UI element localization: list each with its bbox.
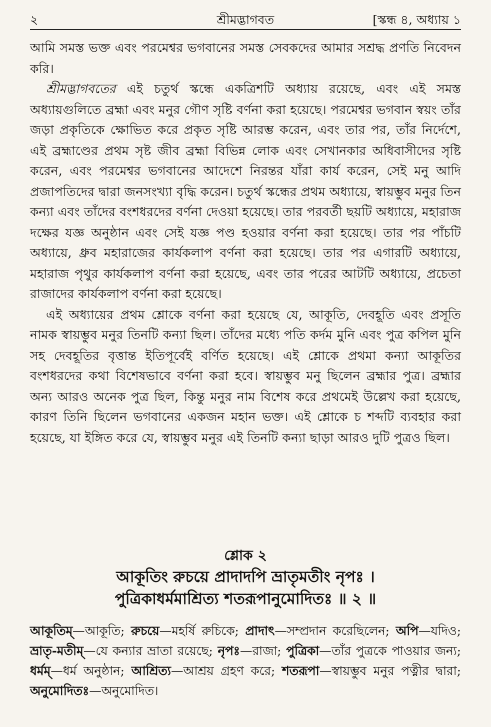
synonym-meaning: —ধর্ম অনুষ্ঠান;	[50, 664, 132, 678]
synonym-term: আশ্রিত্য	[131, 663, 171, 678]
synonym-meaning: —অনুমোদিত।	[89, 684, 159, 698]
synonym-term: ধর্মম্	[30, 663, 51, 678]
page-header	[30, 8, 461, 30]
synonym-meaning: —যদিও;	[418, 624, 461, 638]
synonym-term: ভ্রাতৃ-মতীম্	[30, 643, 84, 658]
book-name-italic: শ্রীমদ্ভাগবতের	[46, 81, 116, 96]
paragraph-1: আমি সমস্ত ভক্ত এবং পরমেশ্বর ভগবানের সমস্ত সেবকদের আমার সশ্রদ্ধ প্রণতি নিবেদন করি।	[30, 40, 461, 76]
paragraph-2	[30, 79, 461, 305]
synonym-term: অপি	[395, 623, 419, 638]
chapter-reference: [স্কন্ধ ৪, অধ্যায় ১	[372, 12, 461, 27]
synonym-term: রুচয়ে	[131, 623, 160, 638]
paragraph-2-text: এই চতুর্থ স্কন্ধে একত্রিশটি অধ্যায় রয়েছে, এবং এই সমস্ত অধ্যায়গুলিতে ব্রহ্মা এবং মনুর গৌণ সৃষ্টি বর্ণনা করা হয়েছে। পরমেশ্বর ভগবান স্বয়ং তাঁর জড়া প্রকৃতিকে ক্ষোভিত করে প্রকৃত সৃষ্টি আরম্ভ করেন, এবং তার পর, তাঁর নির্দেশে, এই ব্রহ্মাণ্ডের প্রথম সৃষ্ট জীব ব্রহ্মা বিভিন্ন লোক এবং সেখানকার অধিবাসীদের সৃষ্টি করেন, এবং পরমেশ্বর ভগবানের আদেশে নিরন্তর যাঁরা কার্য করেন, সেই মনু আদি প্রজাপতিদের দ্বারা জনসংখ্যা বৃদ্ধি করেন। চতুর্থ স্কন্ধের প্রথম অধ্যায়ে, স্বায়ম্ভুব মনুর তিন কন্যা এবং তাঁদের বংশধরদের বর্ণনা দেওয়া হয়েছে। তার পরবর্তী ছয়টি অধ্যায়ে, মহারাজ দক্ষের যজ্ঞ অনুষ্ঠান এবং সেই যজ্ঞ পণ্ড হওয়ার বর্ণনা করা হয়েছে। তার পর পাঁচটি অধ্যায়ে, ধ্রুব মহারাজের কার্যকলাপ বর্ণনা করা হয়েছে। তার পর এগারটি অধ্যায়ে, মহারাজ পৃথুর কার্যকলাপ বর্ণনা করা হয়েছে, এবং তার পরের আটটি অধ্যায়ে, প্রচেতা রাজাদের কার্যকলাপ বর্ণনা করা হয়েছে।	[30, 81, 461, 301]
header-rule	[30, 29, 461, 30]
synonym-meaning: —যে কন্যার ভ্রাতা রয়েছে;	[83, 644, 218, 658]
synonym-term: নৃপঃ	[217, 643, 240, 658]
synonym-term: পুত্রিকা	[286, 643, 320, 658]
synonym-term: আকূতিম্	[30, 623, 73, 638]
page-number: ২	[30, 12, 39, 27]
shloka-heading: শ্লোক ২	[224, 548, 267, 564]
word-meanings	[30, 621, 461, 701]
running-title: শ্রীমদ্ভাগবত	[216, 12, 275, 27]
synonym-meaning: —আশ্রয় গ্রহণ করে;	[170, 664, 282, 678]
synonym-term: অনুমোদিতঃ	[30, 683, 90, 698]
synonym-term: শতরূপা	[281, 663, 320, 678]
synonym-meaning: —সম্প্রদান করেছিলেন;	[274, 624, 396, 638]
sanskrit-verse	[0, 566, 491, 610]
paragraph-3: এই অধ্যায়ের প্রথম শ্লোকে বর্ণনা করা হয়েছে যে, আকূতি, দেবহূতি এবং প্রসূতি নামক স্বায়ম্ভুব মনুর তিনটি কন্যা ছিল। তাঁদের মধ্যে পতি কর্দম মুনি এবং পুত্র কপিল মুনি সহ দেবহূতির বৃত্তান্ত ইতিপূর্বেই বর্ণিত হয়েছে। এই শ্লোকে প্রথমা কন্যা আকূতির বংশধরদের কথা বিশেষভাবে বর্ণনা করা হবে। স্বায়ম্ভুব মনু ছিলেন ব্রহ্মার পুত্র। ব্রহ্মার অন্য আরও অনেক পুত্র ছিল, কিন্তু মনুর নাম বিশেষ করে প্রথমেই উল্লেখ করা হয়েছে, কারণ তিনি ছিলেন ভগবানের একজন মহান ভক্ত। এই শ্লোকে চ শব্দটি ব্যবহার করা হয়েছে, যা ইঙ্গিত করে যে, স্বায়ম্ভুব মনুর এই তিনটি কন্যা ছাড়া আরও দুটি পুত্রও ছিল।	[30, 306, 461, 445]
synonym-meaning: —তাঁর পুত্রকে পাওয়ার জন্য;	[319, 644, 461, 658]
synonym-meaning: —মহর্ষি রুচিকে;	[159, 624, 246, 638]
verse-line-2: পুত্রিকাধর্মমাশ্রিত্য শতরূপানুমোদিতঃ ॥ ২ ॥	[114, 589, 377, 608]
body-text	[30, 38, 461, 448]
synonym-meaning: —স্বায়ম্ভুব মনুর পত্নীর দ্বারা;	[319, 664, 462, 678]
verse-line-1: আকূতিং রুচয়ে প্রাদাদপি ভ্রাতৃমতীং নৃপঃ ।	[116, 567, 375, 586]
synonym-term: প্রাদাৎ	[245, 623, 275, 638]
synonym-meaning: —আকূতি;	[72, 624, 132, 638]
synonym-meaning: —রাজা;	[239, 644, 287, 658]
